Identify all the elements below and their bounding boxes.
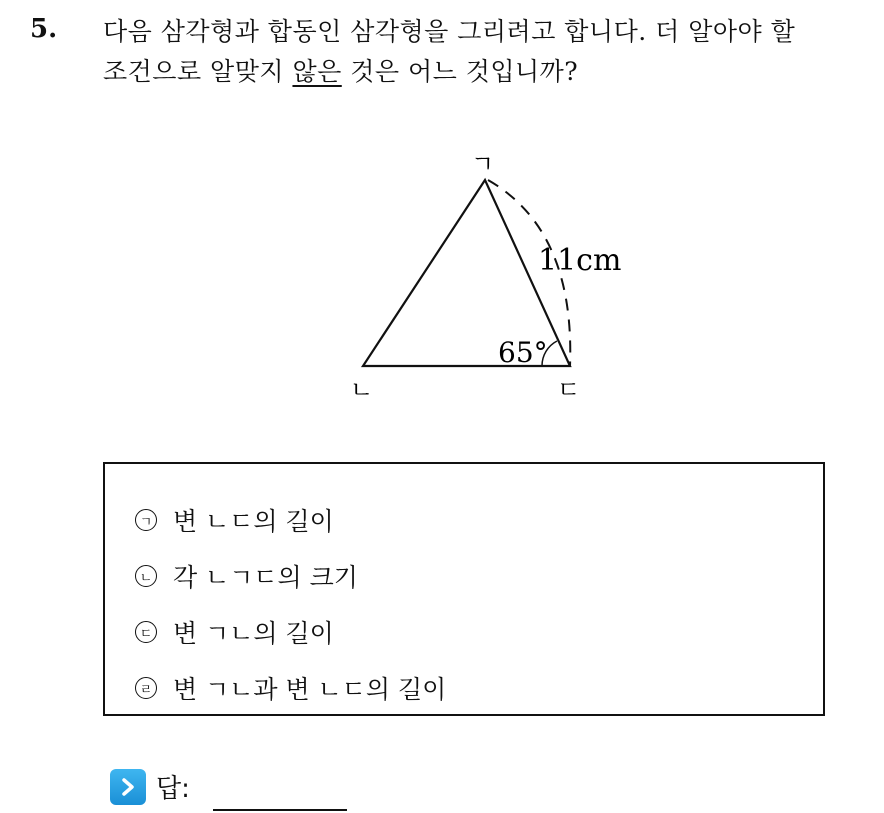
choice-marker-3: ㄷ [135, 621, 157, 643]
answer-row [110, 768, 190, 805]
answer-label: 답: [156, 774, 190, 804]
vertex-label-top: ㄱ [471, 150, 495, 178]
choice-marker-1: ㄱ [135, 509, 157, 531]
choices-box [103, 462, 825, 716]
angle-label: 65° [498, 336, 548, 369]
question-line-2-start: 조건으로 알맞지 [103, 57, 293, 86]
choice-text-2: 각 ㄴㄱㄷ의 크기 [173, 563, 358, 592]
choice-1[interactable] [135, 500, 334, 540]
choice-marker-4: ㄹ [135, 677, 157, 699]
choice-2[interactable] [135, 556, 358, 596]
choice-text-1: 변 ㄴㄷ의 길이 [173, 507, 334, 536]
choice-4[interactable] [135, 668, 446, 708]
side-length-label: 11cm [538, 243, 622, 278]
chevron-right-icon [110, 769, 146, 805]
vertex-label-left: ㄴ [350, 376, 374, 404]
choice-text-4: 변 ㄱㄴ과 변 ㄴㄷ의 길이 [173, 675, 447, 704]
triangle-figure [330, 150, 650, 410]
choice-text-3: 변 ㄱㄴ의 길이 [173, 619, 334, 648]
question-number: 5. [30, 14, 58, 44]
question-line-2 [103, 52, 873, 92]
question-text [103, 12, 873, 92]
choice-3[interactable] [135, 612, 334, 652]
choice-marker-2: ㄴ [135, 565, 157, 587]
question-line-1: 다음 삼각형과 합동인 삼각형을 그리려고 합니다. 더 알아야 할 [103, 17, 796, 46]
underlined-word: 않은 [292, 57, 342, 86]
vertex-label-right: ㄷ [557, 376, 581, 404]
answer-blank[interactable] [213, 809, 347, 811]
question-line-2-end: 것은 어느 것입니까? [341, 57, 579, 86]
